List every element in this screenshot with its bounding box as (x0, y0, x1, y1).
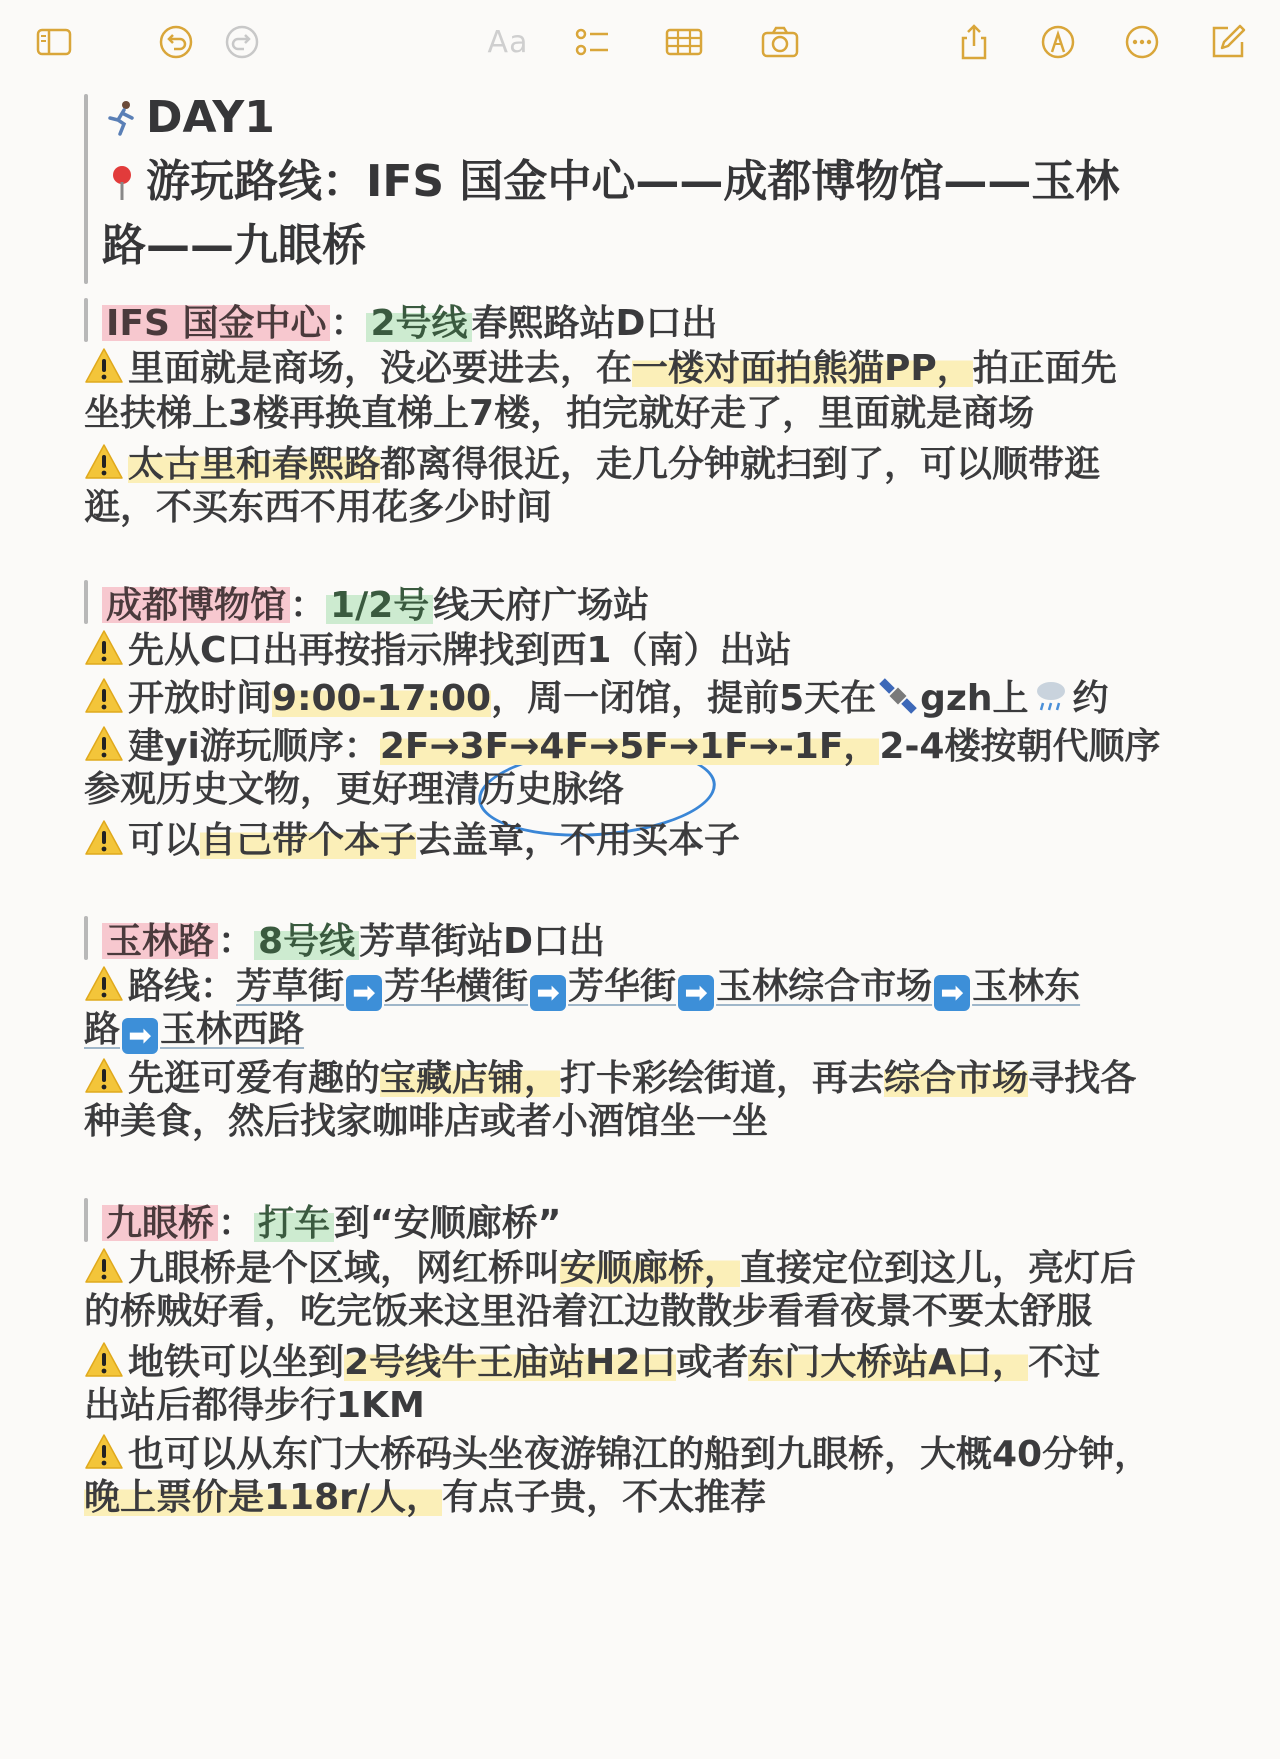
note-text: 参观历史文物，更好理清历史脉络 (84, 769, 625, 810)
note-text: 有点子贵，不太推荐 (442, 1477, 767, 1518)
note-text: 直接定位到这儿，亮灯后 (740, 1248, 1137, 1289)
compose-icon[interactable] (1206, 20, 1250, 64)
transport-mode: 打车 (254, 1195, 334, 1246)
right-arrow-icon: ➡ (122, 1018, 158, 1054)
note-text: 种美食，然后找家咖啡店或者小酒馆坐一坐 (84, 1101, 769, 1142)
note-text: 去盖章，不用买本子 (416, 820, 741, 861)
right-arrow-icon: ➡ (530, 975, 566, 1011)
section-heading-museum (84, 578, 649, 626)
warning-icon (84, 818, 124, 858)
note-text: 先从C口出再按指示牌找到西1（南）出站 (128, 630, 792, 671)
tip-line-cont (84, 768, 624, 812)
section-heading-ifs (84, 296, 717, 344)
tip-line (84, 1246, 1136, 1291)
warning-icon (84, 1340, 124, 1380)
tip-line-cont (84, 1290, 1092, 1334)
quote-bar (84, 916, 88, 960)
route-line (84, 964, 1080, 1011)
note-text: 不过 (1028, 1342, 1101, 1383)
heading-text: IFS 国金中心——成都博物馆——玉林 (366, 156, 1120, 207)
section-name: 玉林路 (102, 913, 218, 964)
section-name: IFS 国金中心 (102, 295, 330, 346)
warning-icon (84, 628, 124, 668)
highlighted-text: 2F→3F→4F→5F→1F→-1F， (379, 726, 880, 767)
warning-icon (84, 1432, 124, 1472)
note-text: 玉林东 (972, 966, 1081, 1007)
heading-text: DAY1 (146, 92, 275, 143)
metro-station: 春熙路站D口出 (471, 302, 718, 344)
note-text: 芳华横街 (384, 966, 529, 1007)
note-text: 都离得很近，走几分钟就扫到了，可以顺带逛 (380, 444, 1101, 485)
note-text: 芳草街 (236, 966, 345, 1007)
note-text: 的桥贼好看，吃完饭来这里沿着江边散散步看看夜景不要太舒服 (84, 1291, 1093, 1332)
metro-station: 线天府广场站 (433, 584, 650, 626)
undo-icon[interactable] (154, 20, 198, 64)
highlighted-text: 9:00-17:00 (272, 678, 492, 719)
section-name: 九眼桥 (102, 1195, 218, 1246)
note-text: 2-4楼按朝代顺序 (879, 726, 1161, 767)
note-text: 地铁可以坐到 (128, 1342, 345, 1383)
tip-line (84, 442, 1100, 487)
quote-bar (84, 94, 88, 284)
notes-toolbar (0, 0, 1280, 84)
note-text: 玉林西路 (160, 1009, 305, 1050)
highlighted-text: 宝藏店铺， (380, 1058, 561, 1099)
format-text-icon[interactable]: Aa (487, 24, 529, 60)
runner-icon (102, 98, 142, 138)
warning-icon (84, 724, 124, 764)
warning-icon (84, 676, 124, 716)
note-text: 玉林综合市场 (716, 966, 933, 1007)
metro-line: 2号线 (366, 295, 471, 346)
tip-line (84, 818, 740, 863)
tip-line-cont (84, 486, 552, 530)
note-text: 出站后都得步行1KM (84, 1385, 425, 1426)
colon: ： (330, 302, 367, 344)
tip-line-cont (84, 1100, 768, 1144)
heading-text: 游玩路线： (146, 156, 366, 207)
note-text: 九眼桥是个区域，网红桥叫 (128, 1248, 561, 1289)
note-header (84, 92, 1194, 284)
note-text: 约 (1072, 678, 1109, 719)
tip-line (84, 1340, 1100, 1385)
note-text: 打卡彩绘街道，再去 (560, 1058, 885, 1099)
warning-icon (84, 442, 124, 482)
more-icon[interactable] (1120, 20, 1164, 64)
sidebar-icon[interactable] (32, 20, 76, 64)
route-title-line1 (102, 156, 1119, 208)
note-text: 路线： (128, 966, 237, 1007)
tip-line-cont (84, 1476, 766, 1520)
warning-icon (84, 346, 124, 386)
right-arrow-icon: ➡ (346, 975, 382, 1011)
markup-icon[interactable] (1036, 20, 1080, 64)
note-text: 芳华街 (568, 966, 677, 1007)
tip-line (84, 346, 1117, 391)
tip-line-cont (84, 392, 1034, 436)
note-text: 坐扶梯上3楼再换直梯上7楼，拍完就好走了，里面就是商场 (84, 393, 1035, 434)
metro-line: 8号线 (254, 913, 359, 964)
highlighted-text: 一楼对面拍熊猫PP， (632, 348, 973, 389)
note-text: 拍正面先 (972, 348, 1117, 389)
note-text: gzh上 (920, 678, 1029, 719)
note-text: 可以 (128, 820, 201, 861)
section-heading-yulin (84, 914, 605, 962)
warning-icon (84, 1246, 124, 1286)
pin-icon (102, 162, 142, 202)
note-text: 逛，不买东西不用花多少时间 (84, 487, 553, 528)
metro-station: 芳草街站D口出 (359, 920, 605, 962)
highlighted-text: 安顺廊桥， (560, 1248, 741, 1289)
warning-icon (84, 1056, 124, 1096)
note-text: 或者 (676, 1342, 749, 1383)
note-text: 也可以从东门大桥码头坐夜游锦江的船到九眼桥，大概40分钟， (128, 1434, 1151, 1475)
warning-icon (84, 964, 124, 1004)
share-icon[interactable] (952, 20, 996, 64)
note-text: 寻找各 (1028, 1058, 1137, 1099)
note-text: 路 (84, 1009, 121, 1050)
tip-line (84, 676, 1109, 721)
redo-icon[interactable] (220, 20, 264, 64)
tip-line-cont (84, 1384, 425, 1428)
right-arrow-icon: ➡ (934, 975, 970, 1011)
heading-text: 路——九眼桥 (102, 220, 366, 271)
day-title (102, 92, 275, 144)
colon: ： (290, 584, 327, 626)
note-text: 建yi游玩顺序： (128, 726, 380, 767)
quote-bar (84, 580, 88, 624)
highlighted-text: 自己带个本子 (200, 820, 417, 861)
camera-icon[interactable] (758, 20, 802, 64)
note-text: 里面就是商场，没必要进去，在 (128, 348, 633, 389)
highlighted-text: 综合市场 (884, 1058, 1029, 1099)
colon: ： (218, 920, 255, 962)
section-name: 成都博物馆 (102, 577, 290, 628)
tip-line (84, 1432, 1150, 1477)
section-heading-jiuyanqiao (84, 1196, 561, 1244)
note-text: ，周一闭馆，提前5天在 (491, 678, 877, 719)
highlighted-text: 东门大桥站A口， (748, 1342, 1029, 1383)
cloud-rain-icon (1031, 676, 1071, 716)
route-line-cont (84, 1008, 304, 1054)
table-icon[interactable] (662, 20, 706, 64)
metro-line: 1/2号 (326, 577, 433, 628)
tip-line (84, 724, 1160, 769)
note-text: 先逛可爱有趣的 (128, 1058, 381, 1099)
right-arrow-icon: ➡ (678, 975, 714, 1011)
highlighted-text: 2号线牛王庙站H2口 (344, 1342, 677, 1383)
tip-line (84, 1056, 1136, 1101)
note-text: 开放时间 (128, 678, 273, 719)
highlighted-text: 太古里和春熙路 (128, 444, 381, 485)
tip-line (84, 628, 791, 673)
checklist-icon[interactable] (570, 20, 614, 64)
colon: ： (218, 1202, 255, 1244)
route-title-line2 (102, 220, 366, 272)
satellite-icon (878, 676, 918, 716)
destination: 到“安顺廊桥” (334, 1202, 562, 1244)
highlighted-text: 晚上票价是118r/人， (84, 1477, 443, 1518)
quote-bar (84, 298, 88, 342)
quote-bar (84, 1198, 88, 1242)
